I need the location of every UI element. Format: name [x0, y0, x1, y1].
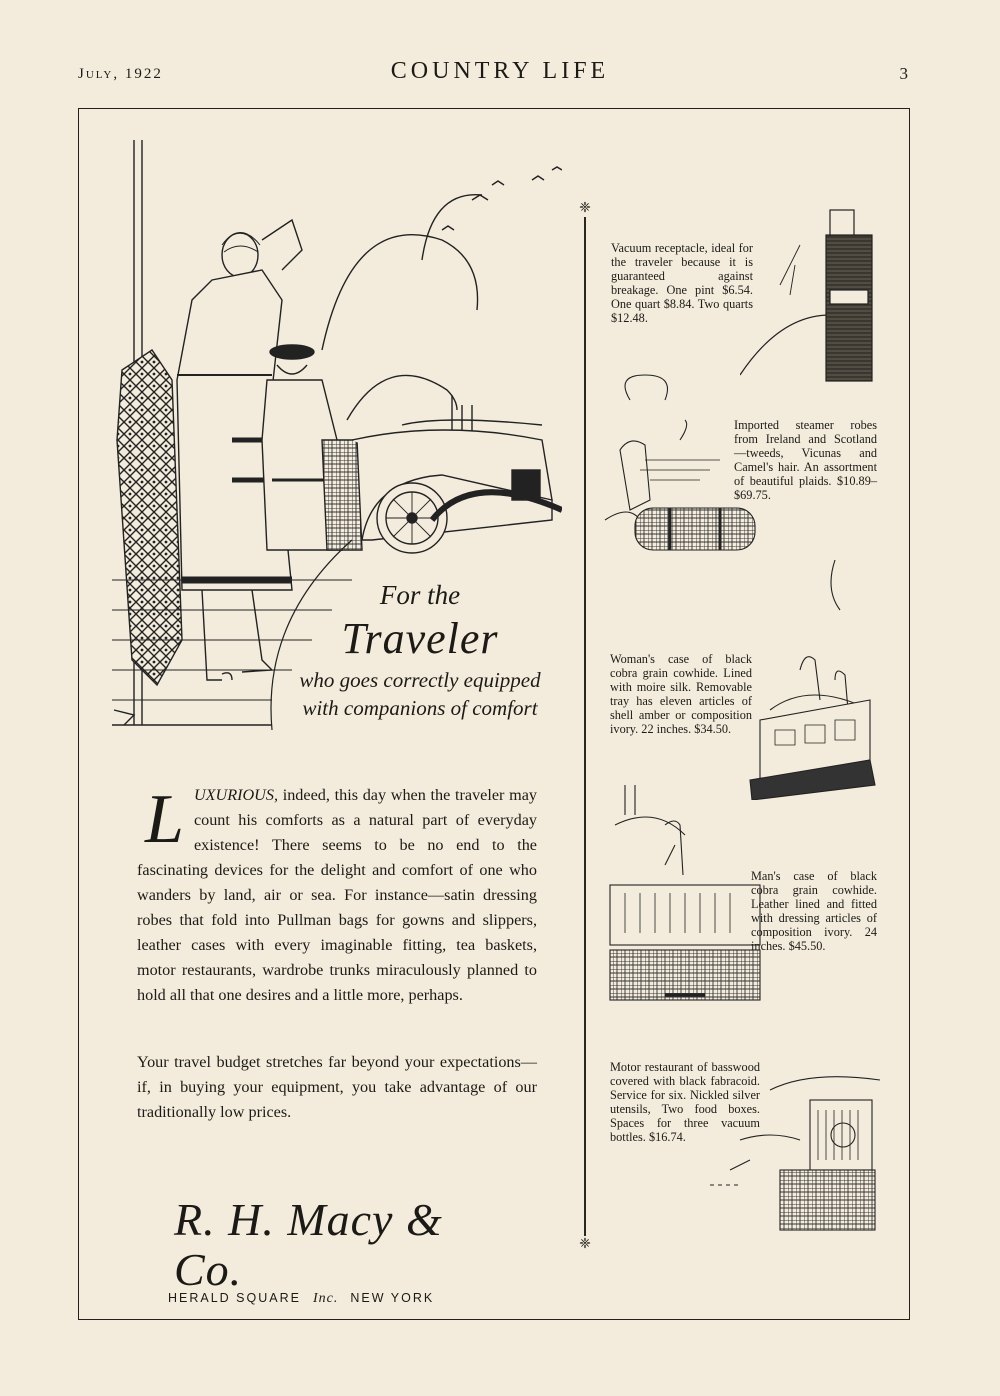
headline-subtitle-line2: with companions of comfort — [302, 696, 538, 720]
address-inc: Inc. — [312, 1291, 339, 1306]
product-caption-mans-case: Man's case of black cobra grain cowhide. Leather lined and fitted with dressing articles of composition ivory. 24 inches. $45.50. — [751, 869, 877, 953]
paragraph-1-text: indeed, this day when the traveler may count his comforts as a natural part of everyday existence! There seems to be no end to the fascinating devices for the delight and comfort of one who wanders by land, air or sea. For instance—satin dressing robes that fold into Pullman bags for gowns and slippers, leather cases with every imaginable fitting, tea baskets, motor restaurants, wardrobe trunks miraculously planned to hold all that one desires and a little more, perhaps. — [137, 786, 537, 1004]
vacuum-bottle-illustration — [740, 205, 880, 385]
mans-case-illustration — [605, 785, 765, 1015]
headline — [270, 578, 570, 722]
womans-case-illustration — [740, 560, 880, 800]
ornament-bottom-icon: ❈ — [577, 1236, 593, 1253]
body-paragraph-1 — [137, 783, 537, 1008]
headline-line1: For the — [379, 580, 461, 610]
address-left: HERALD SQUARE — [168, 1291, 301, 1305]
issue-date: July, 1922 — [78, 66, 163, 82]
magazine-title: COUNTRY LIFE — [390, 58, 610, 84]
company-name: R. H. Macy & Co. — [174, 1194, 443, 1295]
ornament-top-icon: ❈ — [577, 200, 593, 217]
page-number: 3 — [899, 64, 908, 83]
product-caption-motor-restaurant: Motor restaurant of basswood covered with black fabracoid. Service for six. Nickled silver utensils, Two food boxes. Spaces for three vacuum bottles. $16.74. — [610, 1060, 760, 1144]
product-caption-womans-case: Woman's case of black cobra grain cowhide. Lined with moire silk. Removable tray has eleven articles of shell amber or composition ivory. 22 inches. $34.50. — [610, 652, 752, 736]
lead-word: UXURIOUS, — [193, 786, 279, 804]
product-caption-vacuum: Vacuum receptacle, ideal for the traveler because it is guaranteed against breakage. One pint $6.54. One quart $8.84. Two quarts $12.48. — [611, 241, 753, 325]
headline-title: Traveler — [341, 614, 499, 663]
page-header — [0, 58, 1000, 88]
company-address — [168, 1291, 518, 1307]
motor-restaurant-illustration — [700, 1060, 880, 1240]
column-divider — [584, 207, 586, 1253]
product-caption-robes: Imported steamer robes from Ireland and Scotland —tweeds, Vicunas and Camel's hair. An assortment of beautiful plaids. $10.89–$69.75. — [734, 418, 877, 502]
drop-cap: L — [145, 781, 184, 858]
headline-subtitle-line1: who goes correctly equipped — [299, 668, 541, 692]
macy-signature — [168, 1195, 518, 1307]
address-right: NEW YORK — [350, 1291, 435, 1305]
body-paragraph-2: Your travel budget stretches far beyond your expectations—if, in buying your equipment, you take advantage of our traditionally low prices. — [137, 1053, 537, 1121]
